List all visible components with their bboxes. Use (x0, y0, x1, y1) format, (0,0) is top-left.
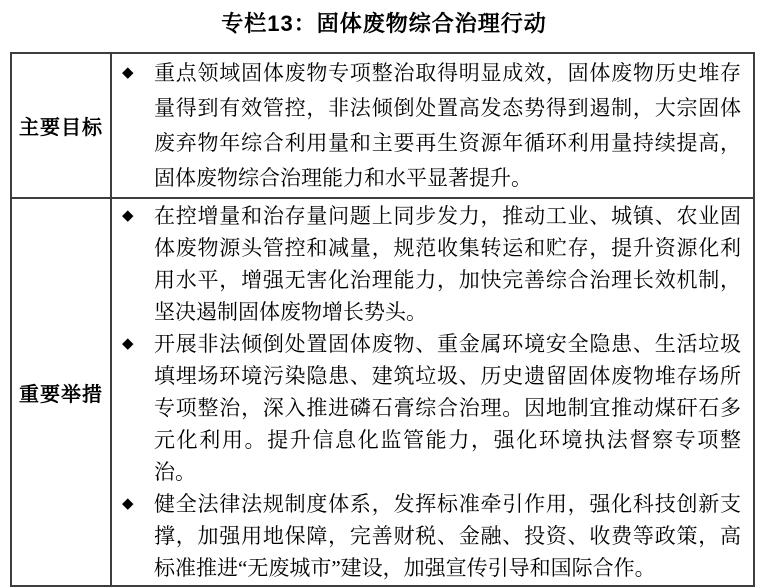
row-label-text: 重要举措 (19, 383, 103, 406)
list-item (122, 488, 741, 584)
bullet-text: 重点领域固体废物专项整治取得明显成效，固体废物历史堆存量得到有效管控，非法倾倒处置高发态势得到遏制，大宗固体废弃物年综合利用量和主要再生资源年循环利用量持续提高，固体废物综合治理能力和水平显著提升。 (154, 61, 741, 190)
bullet-text: 在控增量和治存量问题上同步发力，推动工业、城镇、农业固体废物源头管控和减量，规范收集转运和贮存，提升资源化利用水平，增强无害化治理能力，加快完善综合治理长效机制，坚决遏制固体废物增长势头。 (154, 204, 741, 324)
diamond-bullet-icon: ◆ (122, 208, 134, 224)
bullet-text: 开展非法倾倒处置固体废物、重金属环境安全隐患、生活垃圾填埋场环境污染隐患、建筑垃圾、历史遗留固体废物堆存场所专项整治，深入推进磷石膏综合治理。因地制宜推动煤矸石多元化利用。提升信息化监管能力，强化环境执法督察专项整治。 (154, 332, 741, 484)
row-label-main-goals (12, 54, 112, 197)
row-label-key-measures (12, 199, 112, 585)
row-label-text: 主要目标 (19, 117, 103, 139)
box-title: 专栏13：固体废物综合治理行动 (221, 11, 547, 36)
list-item (122, 328, 741, 488)
diamond-bullet-icon: ◆ (122, 496, 134, 512)
table-row-main-goals (12, 54, 753, 199)
list-item (122, 200, 741, 328)
list-item (122, 56, 741, 196)
diamond-bullet-icon: ◆ (122, 336, 134, 352)
bullet-text: 健全法律法规制度体系，发挥标准牵引作用，强化科技创新支撑，加强用地保障，完善财税、金融、投资、收费等政策，高标准推进“无废城市”建设，加强宣传引导和国际合作。 (154, 492, 741, 580)
row-content-key-measures (112, 199, 753, 585)
summary-table (10, 52, 755, 587)
table-row-key-measures (12, 199, 753, 585)
diamond-bullet-icon: ◆ (122, 65, 134, 81)
row-content-main-goals (112, 54, 753, 197)
